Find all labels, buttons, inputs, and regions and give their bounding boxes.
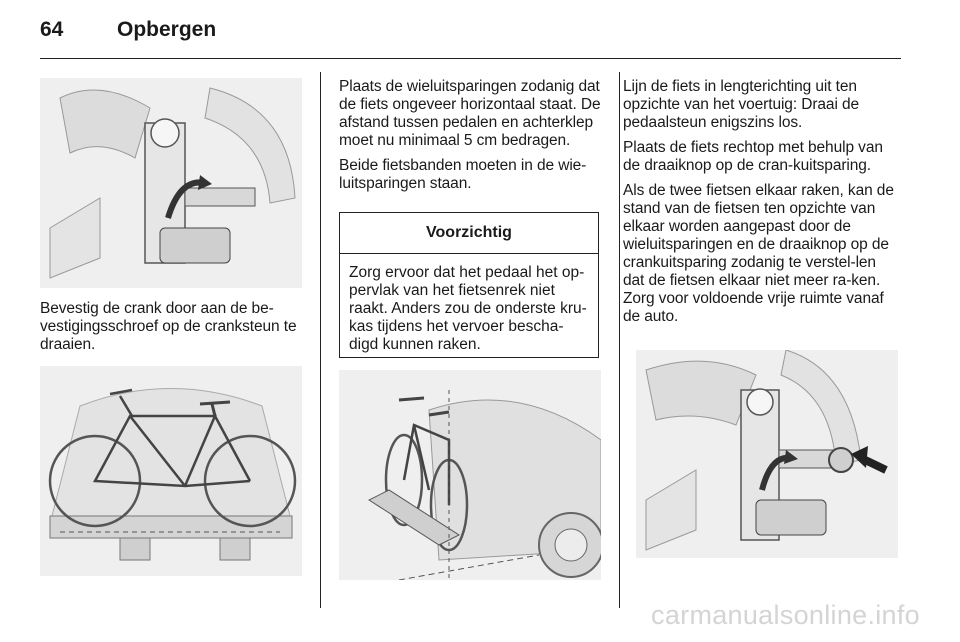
- page-header: [40, 18, 216, 48]
- column-divider-2: [619, 72, 620, 608]
- bike-on-carrier-rear-view-illustration: [40, 366, 302, 576]
- page-number: 64: [40, 18, 64, 41]
- adjust-paragraph: Als de twee fietsen elkaar raken, kan de stand van de fietsen ten opzichte van elkaar worden aangepast door de wieluitsparingen en de draaiknop op de crankuitsparing zodanig te verstel-len dat de fietsen elkaar niet meer ra-ken. Zorg voor voldoende vrije ruimte vanaf de auto.: [623, 182, 894, 325]
- column-2: [339, 78, 601, 200]
- caution-title: Voorzichtig: [340, 213, 598, 254]
- column-3: [623, 78, 901, 333]
- caution-box: [339, 212, 599, 358]
- caution-text: Zorg ervoor dat het pedaal het op-pervlak van het fietsenrek niet raakt. Anders zou de onderste kru-kas tijdens het vervoer bescha-digd kunnen raken.: [349, 264, 587, 353]
- crank-mount-illustration: [40, 78, 302, 288]
- crank-knob-adjust-illustration: [636, 350, 898, 558]
- align-paragraph: Lijn de fiets in lengterichting uit ten opzichte van het voertuig: Draai de pedaalsteun enigszins los.: [623, 78, 860, 131]
- upright-paragraph: Plaats de fiets rechtop met behulp van de draaiknop op de cran-kuitsparing.: [623, 139, 883, 174]
- watermark-text: carmanualsonline.info: [651, 600, 920, 630]
- bikes-on-carrier-side-view-illustration: [339, 370, 601, 580]
- column-divider-1: [320, 72, 321, 608]
- column-1: [40, 300, 302, 361]
- header-rule: [40, 58, 901, 59]
- wheel-recess-paragraph: Plaats de wieluitsparingen zodanig dat de fiets ongeveer horizontaal staat. De afstand tussen pedalen en achterklep moet nu minimaal 5 cm bedragen.: [339, 78, 601, 149]
- tyres-paragraph: Beide fietsbanden moeten in de wie-luitsparingen staan.: [339, 157, 587, 192]
- crank-caption: Bevestig de crank door aan de be-vestigingsschroef op de cranksteun te draaien.: [40, 300, 297, 353]
- page-title: Opbergen: [117, 18, 217, 41]
